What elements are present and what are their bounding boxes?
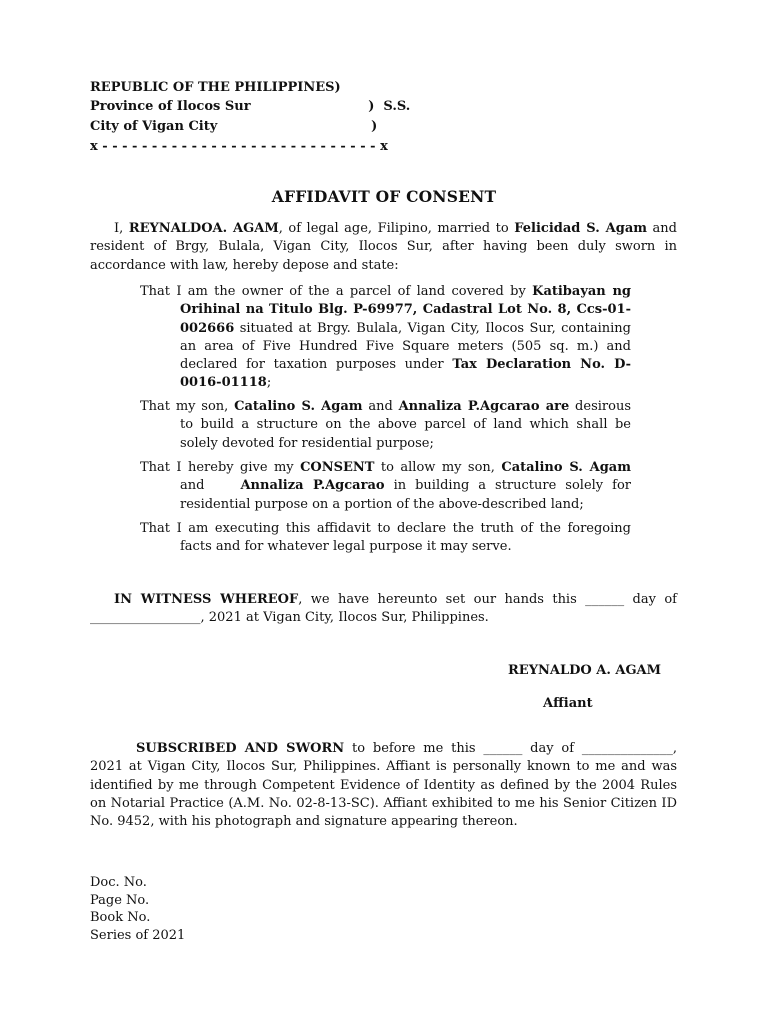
doc-number: Doc. No. <box>90 875 147 890</box>
witness-paragraph <box>90 591 677 628</box>
document-title: AFFIDAVIT OF CONSENT <box>271 187 497 206</box>
desire-text-2: and <box>362 399 399 414</box>
caption-province: Province of Ilocos Sur ) S.S. <box>90 99 411 114</box>
ownership-text-2: situated at Brgy. Bulala, Vigan City, Ilocos Sur, containing an area of Five Hundred Five Square meters (505 sq. m.) and declared for taxation purposes under <box>180 320 631 373</box>
title-reference: Katibayan ng Orihinal na Titulo Blg. P-69977, Cadastral Lot No. 8, Ccs-01-002666 <box>180 284 631 336</box>
statement-purpose <box>140 520 631 557</box>
affiant-signature-name: REYNALDO A. AGAM <box>508 663 662 678</box>
jurat-heading: SUBSCRIBED AND SWORN <box>136 741 345 756</box>
book-number: Book No. <box>90 910 151 925</box>
series-year: Series of 2021 <box>90 928 186 943</box>
consent-text-1: That I hereby give my <box>140 460 301 475</box>
jurat-paragraph <box>90 740 677 831</box>
intro-paragraph <box>90 220 677 275</box>
intro-text-2: , of legal age, Filipino, married to <box>278 221 515 236</box>
jurat-text: to before me this ______ day of ______________, 2021 at Vigan City, Ilocos Sur, Philippines. Affiant is personally known to me and was identified by me through Competent Evidence of Identity as defined by the 2004 Rules on Notarial Practice (A.M. No. 02-8-13-SC). Affiant exhibited to me his Senior Citizen ID No. 9452, with his photograph and signature appearing thereon. <box>90 741 678 830</box>
consent-text-2: to allow my son, <box>374 460 502 475</box>
desire-text-3: desirous to build a structure on the above parcel of land which shall be solely devoted for residential purpose; <box>180 399 631 451</box>
ownership-text-1: That I am the owner of the a parcel of land covered by <box>140 284 533 299</box>
desire-text-1: That my son, <box>140 399 235 414</box>
consent-word: CONSENT <box>300 460 375 475</box>
son-name: Catalino S. Agam <box>234 399 363 414</box>
ownership-text-3: ; <box>266 375 272 391</box>
purpose-text: That I am executing this affidavit to declare the truth of the foregoing facts and for whatever legal purpose it may serve. <box>140 521 631 555</box>
page-number: Page No. <box>90 893 150 908</box>
daughter-in-law-name: Annaliza P.Agcarao are <box>398 399 570 414</box>
affiant-name: REYNALDOA. AGAM <box>128 221 279 236</box>
statement-consent <box>140 459 636 514</box>
consent-text-3: and <box>180 460 636 494</box>
witness-text: , we have hereunto set our hands this ______ day of _________________, 2021 at Vigan City, Ilocos Sur, Philippines. <box>90 592 677 626</box>
statement-desire <box>140 398 631 453</box>
witness-heading: IN WITNESS WHEREOF <box>114 592 299 607</box>
caption-republic: REPUBLIC OF THE PHILIPPINES) <box>90 80 341 95</box>
daughter-in-law-name-2: Annaliza P.Agcarao <box>240 478 385 494</box>
statement-ownership <box>140 283 631 393</box>
consent-text-4: in building a structure solely for residential purpose on a portion of the above-described land; <box>180 478 631 512</box>
caption-divider: x - - - - - - - - - - - - - - - - - - - - - - - - - - - - x <box>90 139 388 154</box>
tax-declaration: Tax Declaration No. D-0016-01118 <box>180 357 632 391</box>
spouse-name: Felicidad S. Agam <box>514 221 648 236</box>
intro-text-1: I, <box>114 221 129 236</box>
affiant-label: Affiant <box>543 696 593 711</box>
caption-city: City of Vigan City ) <box>90 119 378 134</box>
son-name-2: Catalino S. Agam <box>501 460 631 475</box>
intro-text-3: and resident of Brgy, Bulala, Vigan City, Ilocos Sur, after having been duly sworn in accordance with law, hereby depose and state: <box>90 221 677 273</box>
